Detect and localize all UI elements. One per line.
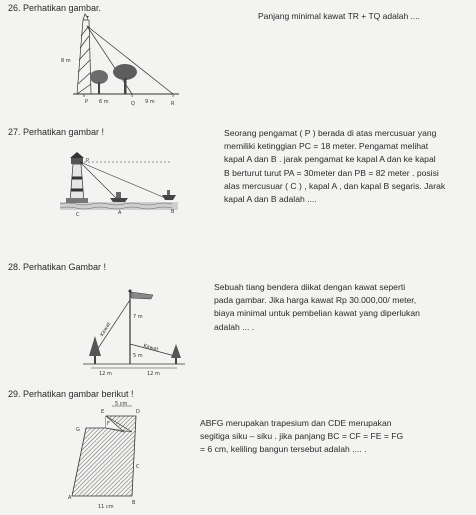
q26-label-height: 8 m (61, 58, 71, 64)
q28-line: adalah ... . (214, 321, 255, 332)
q27-number: 27. (8, 127, 21, 137)
q26-label-r: R (171, 101, 175, 107)
q28-line: pada gambar. Jika harga kawat Rp 30.000,00/ meter, (214, 295, 417, 306)
q29-label-g: G (76, 427, 80, 433)
q27-line: B berturut turut PA = 30meter dan PB = 82 meter . posisi (224, 167, 439, 178)
q29-label-e: E (101, 409, 105, 415)
q28-text (214, 281, 472, 334)
q28-figure (75, 286, 193, 376)
q29-label-b: B (132, 500, 136, 506)
q28-label-left: 12 m (99, 371, 112, 377)
q28-label-low: 5 m (133, 353, 143, 359)
q26-title: Perhatikan gambar. (23, 3, 102, 13)
q27-line: memiliki ketinggian PC = 18 meter. Pengamat melihat (224, 141, 429, 152)
q29-line: = 6 cm, keliling bangun tersebut adalah .... . (200, 444, 367, 455)
q27-text (224, 127, 472, 206)
q29-label-top: 5 cm (115, 401, 128, 407)
q29-number: 29. (8, 389, 21, 399)
q29-figure (66, 402, 166, 510)
q29-label-bottom: 11 cm (98, 504, 114, 510)
q29-label-d: D (136, 409, 140, 415)
q27-line: Seorang pengamat ( P ) berada di atas mercusuar yang (224, 128, 437, 138)
q26-label-qr: 9 m (145, 99, 155, 105)
q26-label-t: T (86, 16, 90, 22)
q29-line: segitiga siku – siku . jika panjang BC = CF = FE = FG (200, 431, 404, 442)
q27-label-c: C (76, 212, 80, 218)
q28-title: Perhatikan Gambar ! (23, 262, 107, 272)
q29-title: Perhatikan gambar berikut ! (23, 389, 134, 399)
q27-line: kapal A dan B . jarak pengamat ke kapal A dan ke kapal (224, 154, 436, 165)
q29-label-c: C (136, 464, 140, 470)
q27-line: alas mercusuar ( C ) , kapal A , dan kapal B segaris. Jarak (224, 180, 446, 191)
q26-label-q: Q (131, 101, 135, 107)
q26-number: 26. (8, 3, 21, 13)
q26-label-p: P (85, 99, 89, 105)
q27-title: Perhatikan gambar ! (23, 127, 105, 137)
q28-number: 28. (8, 262, 21, 272)
q27-label-b: B (171, 209, 175, 215)
q27-label-a: A (118, 210, 122, 216)
q27-line: kapal A dan B adalah .... (224, 194, 317, 205)
q28-label-height: 7 m (133, 314, 143, 320)
q29-label-f: F (107, 421, 110, 427)
q28-line: biaya minimal untuk pembelian kawat yang diperlukan (214, 308, 420, 319)
q28-label-kawat-right: Kawat (142, 343, 160, 353)
q28-line: Sebuah tiang bendera diikat dengan kawat seperti (214, 282, 406, 292)
q27-figure (50, 150, 185, 220)
q28-label-right: 12 m (147, 371, 160, 377)
q29-line: ABFG merupakan trapesium dan CDE merupakan (200, 418, 392, 428)
q27-label-p: P (86, 158, 90, 164)
q28-label-kawat-left: Kawat (99, 321, 113, 338)
q29-label-a: A (68, 495, 72, 501)
q29-text (200, 417, 472, 457)
q26-figure (45, 14, 195, 110)
q26-question: Panjang minimal kawat TR + TQ adalah .... (258, 11, 420, 21)
q26-label-pq: 6 m (99, 99, 109, 105)
